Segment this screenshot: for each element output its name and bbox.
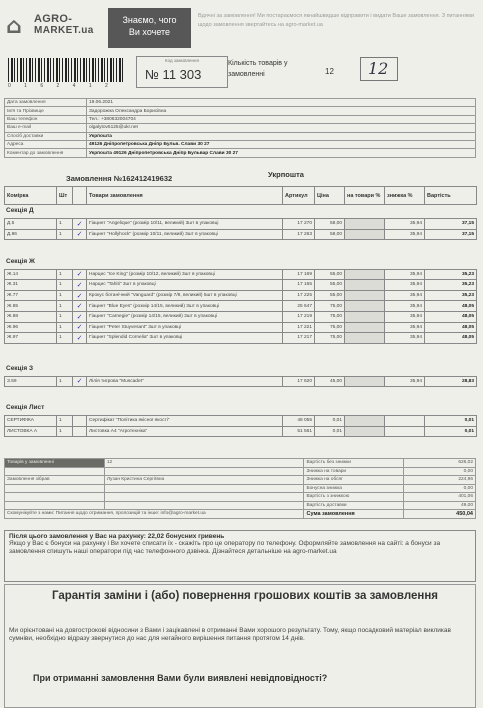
- cell-total: 37,15: [425, 219, 477, 230]
- summary-row: [5, 476, 476, 485]
- slogan-line-2: Ви хочете: [128, 27, 171, 37]
- cell-sku: 17 219: [283, 311, 315, 322]
- cell-qty: 1: [57, 219, 73, 230]
- table-row: [5, 322, 477, 333]
- cell-disc: [345, 426, 385, 437]
- cell-total: 48,05: [425, 333, 477, 344]
- checkmark-icon: ✓: [73, 269, 87, 280]
- cell-qty: 1: [57, 333, 73, 344]
- cell-pct: 35,94: [385, 333, 425, 344]
- cell-price: 75,00: [315, 322, 345, 333]
- bonus-note: [4, 530, 476, 582]
- section-table: [4, 218, 477, 240]
- cell-name: Гіацинт "Carnegie" (розмір 14/15, великий) 3шт в упаковці: [87, 311, 283, 322]
- summary-row: [5, 459, 476, 468]
- cell-disc: [345, 333, 385, 344]
- cell-total: 35,23: [425, 290, 477, 301]
- cell-pct: 35,94: [385, 301, 425, 312]
- cell-sku: 48 055: [283, 416, 315, 427]
- cell-total: 48,05: [425, 322, 477, 333]
- column-header: Вартість: [425, 187, 477, 205]
- cell-price: 75,00: [315, 301, 345, 312]
- info-key: Ім'я та Прізвище: [5, 107, 87, 115]
- summary-cell: Вартість з знижкою: [304, 493, 404, 502]
- section-title: Секція Д: [6, 207, 34, 214]
- cell-pct: [385, 426, 425, 437]
- cell-disc: [345, 311, 385, 322]
- cell-sku: 17 169: [283, 269, 315, 280]
- info-key: Коментар до замовлення: [5, 149, 87, 157]
- summary-cell: [5, 484, 105, 493]
- info-key: Дата замовлення: [5, 99, 87, 107]
- checkmark-icon: ✓: [73, 290, 87, 301]
- table-row: [5, 426, 477, 437]
- column-header: Ціна: [315, 187, 345, 205]
- summary-cell: Знижка на обсяг: [304, 476, 404, 485]
- checkmark-icon: ✓: [73, 376, 87, 387]
- info-row: [5, 115, 476, 123]
- guarantee-section: [4, 584, 476, 708]
- cell-qty: 1: [57, 376, 73, 387]
- cell-sku: 17 217: [283, 333, 315, 344]
- info-value: Тел.: +380632004704: [87, 115, 476, 123]
- cell-name: Гіацинт "Angelique" (розмір 10/11, великий) 3шт в упаковці: [87, 219, 283, 230]
- customer-info-table: [4, 98, 476, 158]
- info-row: [5, 132, 476, 140]
- leaf-logo-icon: ⌂: [6, 14, 22, 39]
- barcode-digits: 0 1 6 2 4 1 2: [8, 83, 114, 89]
- cell-pct: 35,94: [385, 280, 425, 291]
- table-row: [5, 416, 477, 427]
- cell-sku: 17 270: [283, 219, 315, 230]
- summary-cell: 0,00: [404, 484, 476, 493]
- column-header: Артикул: [283, 187, 315, 205]
- table-row: [5, 333, 477, 344]
- table-row: [5, 280, 477, 291]
- cell-total: 37,15: [425, 229, 477, 240]
- bonus-title: Після цього замовлення у Вас на рахунку: 22,02 бонусних гривень: [9, 533, 225, 540]
- cell-name: Сертифікат "Політика якісної якості": [87, 416, 283, 427]
- cell-qty: 1: [57, 301, 73, 312]
- cell-cell: СЕРТИФІКА: [5, 416, 57, 427]
- info-row: [5, 107, 476, 115]
- table-row: [5, 219, 477, 230]
- info-value: 49126 Дніпропетровська Дніпр Бульв. Слави 30 27: [87, 140, 476, 148]
- summary-cell: Вартість без знижки: [304, 459, 404, 468]
- sheet-header: [0, 0, 483, 50]
- cell-sku: 17 620: [283, 376, 315, 387]
- cell-name: Листовка А4 "Агротехніка": [87, 426, 283, 437]
- table-row: [5, 229, 477, 240]
- column-header: знижка %: [385, 187, 425, 205]
- items-header: [4, 186, 477, 205]
- cell-price: 0,01: [315, 416, 345, 427]
- section-table: [4, 269, 477, 344]
- checkmark-icon: [73, 416, 87, 427]
- cell-price: 55,00: [315, 290, 345, 301]
- cell-pct: 35,94: [385, 376, 425, 387]
- cell-name: Гіацинт "Blue Eyes" (розмір 14/15, великий) 3шт в упаковці: [87, 301, 283, 312]
- cell-name: Нарцис "Ice King" (розмір 10/12, великий) 3шт в упаковці: [87, 269, 283, 280]
- checkmark-icon: ✓: [73, 229, 87, 240]
- bonus-text: Якщо у Вас є бонуси на рахунку і Ви хочете списати їх - скажіть про це оператору по телефону. Оформляйте замовлення на сайті: а бонуси за замовлення спишуть наші оператори під час телефонного дзвінка. Дізнайтеся детальніше на agro-market.ua: [9, 540, 441, 555]
- cell-cell: Ж.88: [5, 311, 57, 322]
- summary-cell: [104, 501, 304, 510]
- summary-cell: 0,00: [404, 467, 476, 476]
- agro-market-logo: [6, 10, 106, 46]
- handwritten-count-box: [360, 57, 398, 81]
- summary-cell: [5, 467, 105, 476]
- cell-disc: [345, 229, 385, 240]
- slogan-box: [108, 8, 191, 48]
- checkmark-icon: ✓: [73, 333, 87, 344]
- cell-price: 75,00: [315, 311, 345, 322]
- column-header: Комірка: [5, 187, 57, 205]
- handwritten-count: 12: [368, 59, 389, 78]
- summary-row: [5, 501, 476, 510]
- cell-disc: [345, 301, 385, 312]
- table-row: [5, 376, 477, 387]
- summary-cell: 450,04: [404, 510, 476, 519]
- cell-sku: 17 221: [283, 322, 315, 333]
- cell-sku: 51 561: [283, 426, 315, 437]
- header-note: Вдячні за замовлення! Ми постараємося якнайшвидше відправити і видати Ваше замовлення. З питаннями щодо замовлення звертайтесь на agro-market.ua: [198, 13, 475, 28]
- cell-name: Гіацинт "Peter Stuyvesant" 3шт в упаковці: [87, 322, 283, 333]
- section-title: Секція Ж: [6, 257, 35, 265]
- info-row: [5, 140, 476, 148]
- summary-row: [5, 467, 476, 476]
- summary-cell: [5, 501, 105, 510]
- cell-price: 58,00: [315, 219, 345, 230]
- section-title: Секція З: [6, 364, 34, 372]
- cell-disc: [345, 322, 385, 333]
- checkmark-icon: [73, 426, 87, 437]
- summary-cell: Товарів у замовленні: [5, 459, 105, 468]
- cell-cell: Ж.31: [5, 280, 57, 291]
- cell-sku: 25 547: [283, 301, 315, 312]
- cell-disc: [345, 269, 385, 280]
- cell-cell: Д.5: [5, 219, 57, 230]
- cell-name: Гіацинт "Hollyhock" (розмір 10/11, великий) 3шт в упаковці: [87, 229, 283, 240]
- slogan-line-1: Знаємо, чого: [122, 15, 177, 25]
- summary-row: [5, 510, 476, 519]
- cell-qty: 1: [57, 269, 73, 280]
- summary-cell: Бонусна знижка: [304, 484, 404, 493]
- cell-total: 0,01: [425, 416, 477, 427]
- info-key: Спосіб доставки: [5, 132, 87, 140]
- cell-price: 55,00: [315, 280, 345, 291]
- summary-row: [5, 484, 476, 493]
- summary-cell: Сума замовлення: [304, 510, 404, 519]
- cell-total: 35,23: [425, 269, 477, 280]
- info-value: Укрпошта 49126 Дніпропетровська Дніпр Бульвар Слави 30 27: [87, 149, 476, 157]
- cell-qty: 1: [57, 280, 73, 291]
- cell-price: 75,00: [315, 333, 345, 344]
- cell-disc: [345, 219, 385, 230]
- cell-pct: 35,94: [385, 229, 425, 240]
- cell-pct: 35,94: [385, 269, 425, 280]
- table-row: [5, 290, 477, 301]
- cell-disc: [345, 416, 385, 427]
- items-count: 12: [325, 67, 334, 76]
- header-row: [5, 187, 477, 205]
- summary-cell: 12: [104, 459, 304, 468]
- summary-cell: Лузан Кристина Сергіївна: [104, 476, 304, 485]
- cell-cell: Ж.85: [5, 301, 57, 312]
- summary-cell: 626,02: [404, 459, 476, 468]
- info-key: Ваш e-mail: [5, 124, 87, 132]
- info-row: [5, 124, 476, 132]
- cell-cell: З.59: [5, 376, 57, 387]
- cell-cell: Ж.96: [5, 322, 57, 333]
- summary-cell: 49,00: [404, 501, 476, 510]
- cell-total: 48,05: [425, 311, 477, 322]
- cell-price: 58,00: [315, 229, 345, 240]
- cell-cell: Ж.97: [5, 333, 57, 344]
- column-header: [73, 187, 87, 205]
- cell-total: 28,83: [425, 376, 477, 387]
- info-row: [5, 99, 476, 107]
- cell-cell: Д.86: [5, 229, 57, 240]
- summary-cell: [104, 493, 304, 502]
- cell-total: 0,01: [425, 426, 477, 437]
- guarantee-question: При отриманні замовлення Вами були виявлені невідповідності?: [33, 673, 328, 683]
- cell-qty: 1: [57, 426, 73, 437]
- cell-qty: 1: [57, 322, 73, 333]
- cell-sku: 17 225: [283, 290, 315, 301]
- summary-cell: Вартість доставки: [304, 501, 404, 510]
- cell-total: 48,05: [425, 301, 477, 312]
- cell-name: Нарцис "Tahiti" 3шт в упаковці: [87, 280, 283, 291]
- cell-disc: [345, 290, 385, 301]
- cell-total: 35,23: [425, 280, 477, 291]
- barcode-icon: [8, 58, 123, 82]
- order-number-caption: Код замовлення: [165, 58, 199, 63]
- cell-price: 55,00: [315, 269, 345, 280]
- cell-qty: 1: [57, 290, 73, 301]
- checkmark-icon: ✓: [73, 219, 87, 230]
- checkmark-icon: ✓: [73, 311, 87, 322]
- section-title: Секція Лист: [6, 404, 45, 411]
- cell-cell: ЛИСТОВКА А: [5, 426, 57, 437]
- checkmark-icon: ✓: [73, 280, 87, 291]
- cell-pct: 35,94: [385, 311, 425, 322]
- cell-sku: 17 165: [283, 280, 315, 291]
- column-header: Товари замовлення: [87, 187, 283, 205]
- brand-line-2: MARKET.ua: [34, 25, 94, 36]
- summary-cell: Знижка на товари: [304, 467, 404, 476]
- cell-sku: 17 263: [283, 229, 315, 240]
- cell-disc: [345, 376, 385, 387]
- summary-cell: 401,06: [404, 493, 476, 502]
- summary-cell: 224,96: [404, 476, 476, 485]
- info-value: Укрпошта: [87, 132, 476, 140]
- guarantee-text: Ми орієнтовані на довгострокові відносини з Вами і зацікавлені в отриманні Вами хорошого результату. Тому, якщо посадковий матеріал викликав сумніви, необхідно відразу звернутися до нас для негайного вирішення питання протягом 14 днів.: [9, 627, 451, 642]
- order-summary: [4, 458, 476, 519]
- column-header: Шт: [57, 187, 73, 205]
- cell-qty: 1: [57, 311, 73, 322]
- order-number-box: [136, 56, 228, 88]
- cell-pct: 35,94: [385, 322, 425, 333]
- cell-pct: 35,94: [385, 219, 425, 230]
- info-key: Ваш телефон: [5, 115, 87, 123]
- guarantee-heading: Гарантія заміни і (або) повернення грошових коштів за замовлення: [51, 590, 438, 602]
- summary-cell: [5, 493, 105, 502]
- checkmark-icon: ✓: [73, 322, 87, 333]
- cell-disc: [345, 280, 385, 291]
- cell-price: 0,01: [315, 426, 345, 437]
- table-row: [5, 301, 477, 312]
- section-table: [4, 415, 477, 437]
- order-barcode: [8, 58, 123, 88]
- info-key: Адреса: [5, 140, 87, 148]
- info-value: olgalytov5125@ukr.net: [87, 124, 476, 132]
- info-row: [5, 149, 476, 157]
- info-value: Задорожна Олександра Борисівна: [87, 107, 476, 115]
- summary-cell: [104, 467, 304, 476]
- info-value: 19.06.2021: [87, 99, 476, 107]
- cell-pct: [385, 416, 425, 427]
- cell-name: Лілія тигрова "Muscadet": [87, 376, 283, 387]
- checkmark-icon: ✓: [73, 301, 87, 312]
- order-tracking-number: Замовлення №162412419632: [66, 174, 173, 183]
- cell-cell: Ж.77: [5, 290, 57, 301]
- shipping-method: Укрпошта: [268, 170, 304, 179]
- items-count-label: Кількість товарів у замовленні: [228, 60, 288, 78]
- table-row: [5, 269, 477, 280]
- summary-cell: [104, 484, 304, 493]
- cell-pct: 35,94: [385, 290, 425, 301]
- cell-cell: Ж.14: [5, 269, 57, 280]
- cell-qty: 1: [57, 229, 73, 240]
- summary-row: [5, 493, 476, 502]
- cell-qty: 1: [57, 416, 73, 427]
- column-header: на товари %: [345, 187, 385, 205]
- table-row: [5, 311, 477, 322]
- cell-price: 45,00: [315, 376, 345, 387]
- summary-cell: Замовлення зібрав: [5, 476, 105, 485]
- cell-name: Гіацинт "Splendid Cornelia" 3шт в упаковці: [87, 333, 283, 344]
- brand-line-1: AGRO-: [34, 13, 73, 25]
- section-table: [4, 376, 477, 388]
- order-number: № 11 303: [145, 67, 202, 82]
- summary-cell: Скомунікуйте з нами: Питання щодо отримання, пропозицій та інше: info@agro-market.ua: [5, 510, 304, 519]
- cell-name: Крокус ботанічний "Vanguard" (розмір 7/8, великий) 5шт в упаковці: [87, 290, 283, 301]
